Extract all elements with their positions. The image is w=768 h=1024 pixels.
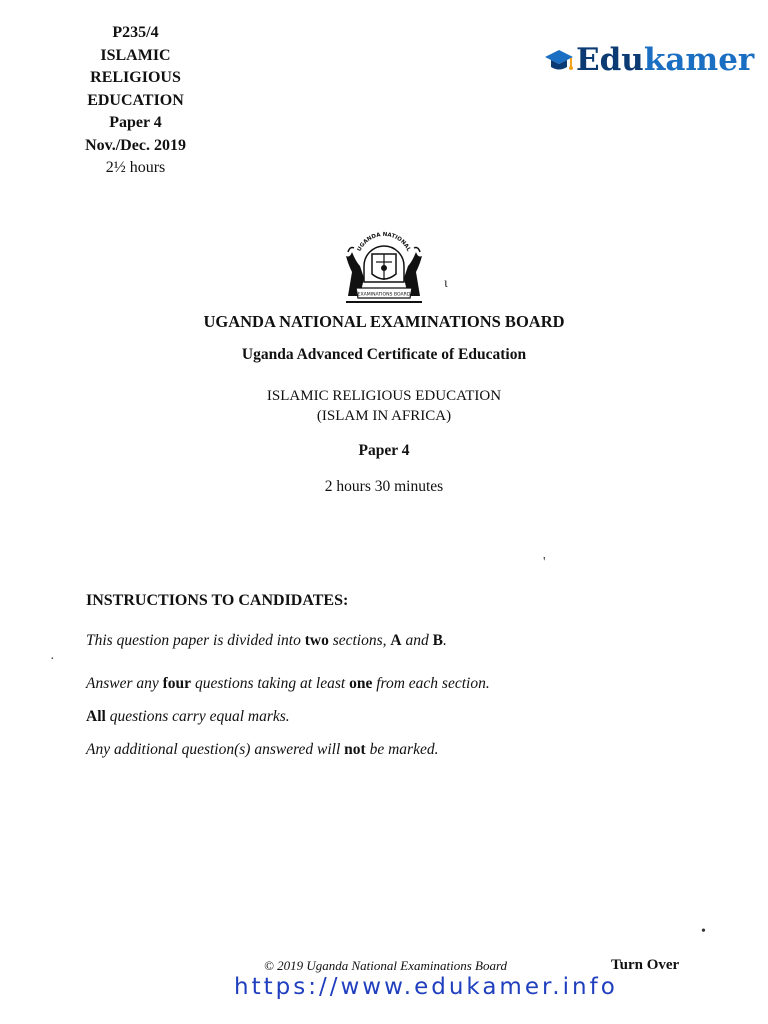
scan-mark: • <box>701 924 706 939</box>
instruction-answer: Answer any four questions taking at least one from each section. <box>86 675 490 692</box>
graduation-cap-icon <box>544 45 574 75</box>
instructions-heading: INSTRUCTIONS TO CANDIDATES: <box>86 592 349 609</box>
header-paper: Paper 4 <box>109 114 162 131</box>
subject-topic: (ISLAM IN AFRICA) <box>316 408 452 424</box>
copyright-notice: © 2019 Uganda National Examinations Board <box>264 958 508 973</box>
edukamer-logo <box>544 38 754 82</box>
website-link[interactable]: https://www.edukamer.info <box>234 974 618 1000</box>
header-duration: 2½ hours <box>105 159 166 176</box>
instruction-additional: Any additional question(s) answered will not be marked. <box>86 741 439 758</box>
paper-code: P235/4 <box>112 24 159 41</box>
instruction-sections: This question paper is divided into two sections, A and B. <box>86 632 447 649</box>
coat-of-arms-icon <box>336 222 432 308</box>
subject-title: ISLAMIC RELIGIOUS EDUCATION <box>266 388 502 404</box>
paper-header <box>78 22 193 180</box>
instruction-marks: All questions carry equal marks. <box>86 708 290 725</box>
scan-mark: · <box>50 652 55 667</box>
paper-number: Paper 4 <box>358 442 410 459</box>
subject-line-2: RELIGIOUS <box>90 69 181 86</box>
certificate-title: Uganda Advanced Certificate of Education <box>241 346 527 363</box>
brand-name-part2: kamer <box>643 42 755 78</box>
subject-line-1: ISLAMIC <box>100 46 171 64</box>
subject-block <box>0 386 768 426</box>
header-session: Nov./Dec. 2019 <box>85 136 186 154</box>
scan-mark: ' <box>543 555 546 570</box>
crest-bottom-text: EXAMINATIONS BOARD <box>357 292 411 298</box>
board-title: UGANDA NATIONAL EXAMINATIONS BOARD <box>203 312 565 331</box>
subject-line-3: EDUCATION <box>87 91 184 109</box>
crest-top-text: UGANDA NATIONAL <box>356 231 412 253</box>
brand-name-part1: Edu <box>576 42 644 78</box>
turn-over-label: Turn Over <box>611 957 680 973</box>
scan-mark: ι <box>444 276 448 291</box>
exam-duration: 2 hours 30 minutes <box>324 478 444 495</box>
